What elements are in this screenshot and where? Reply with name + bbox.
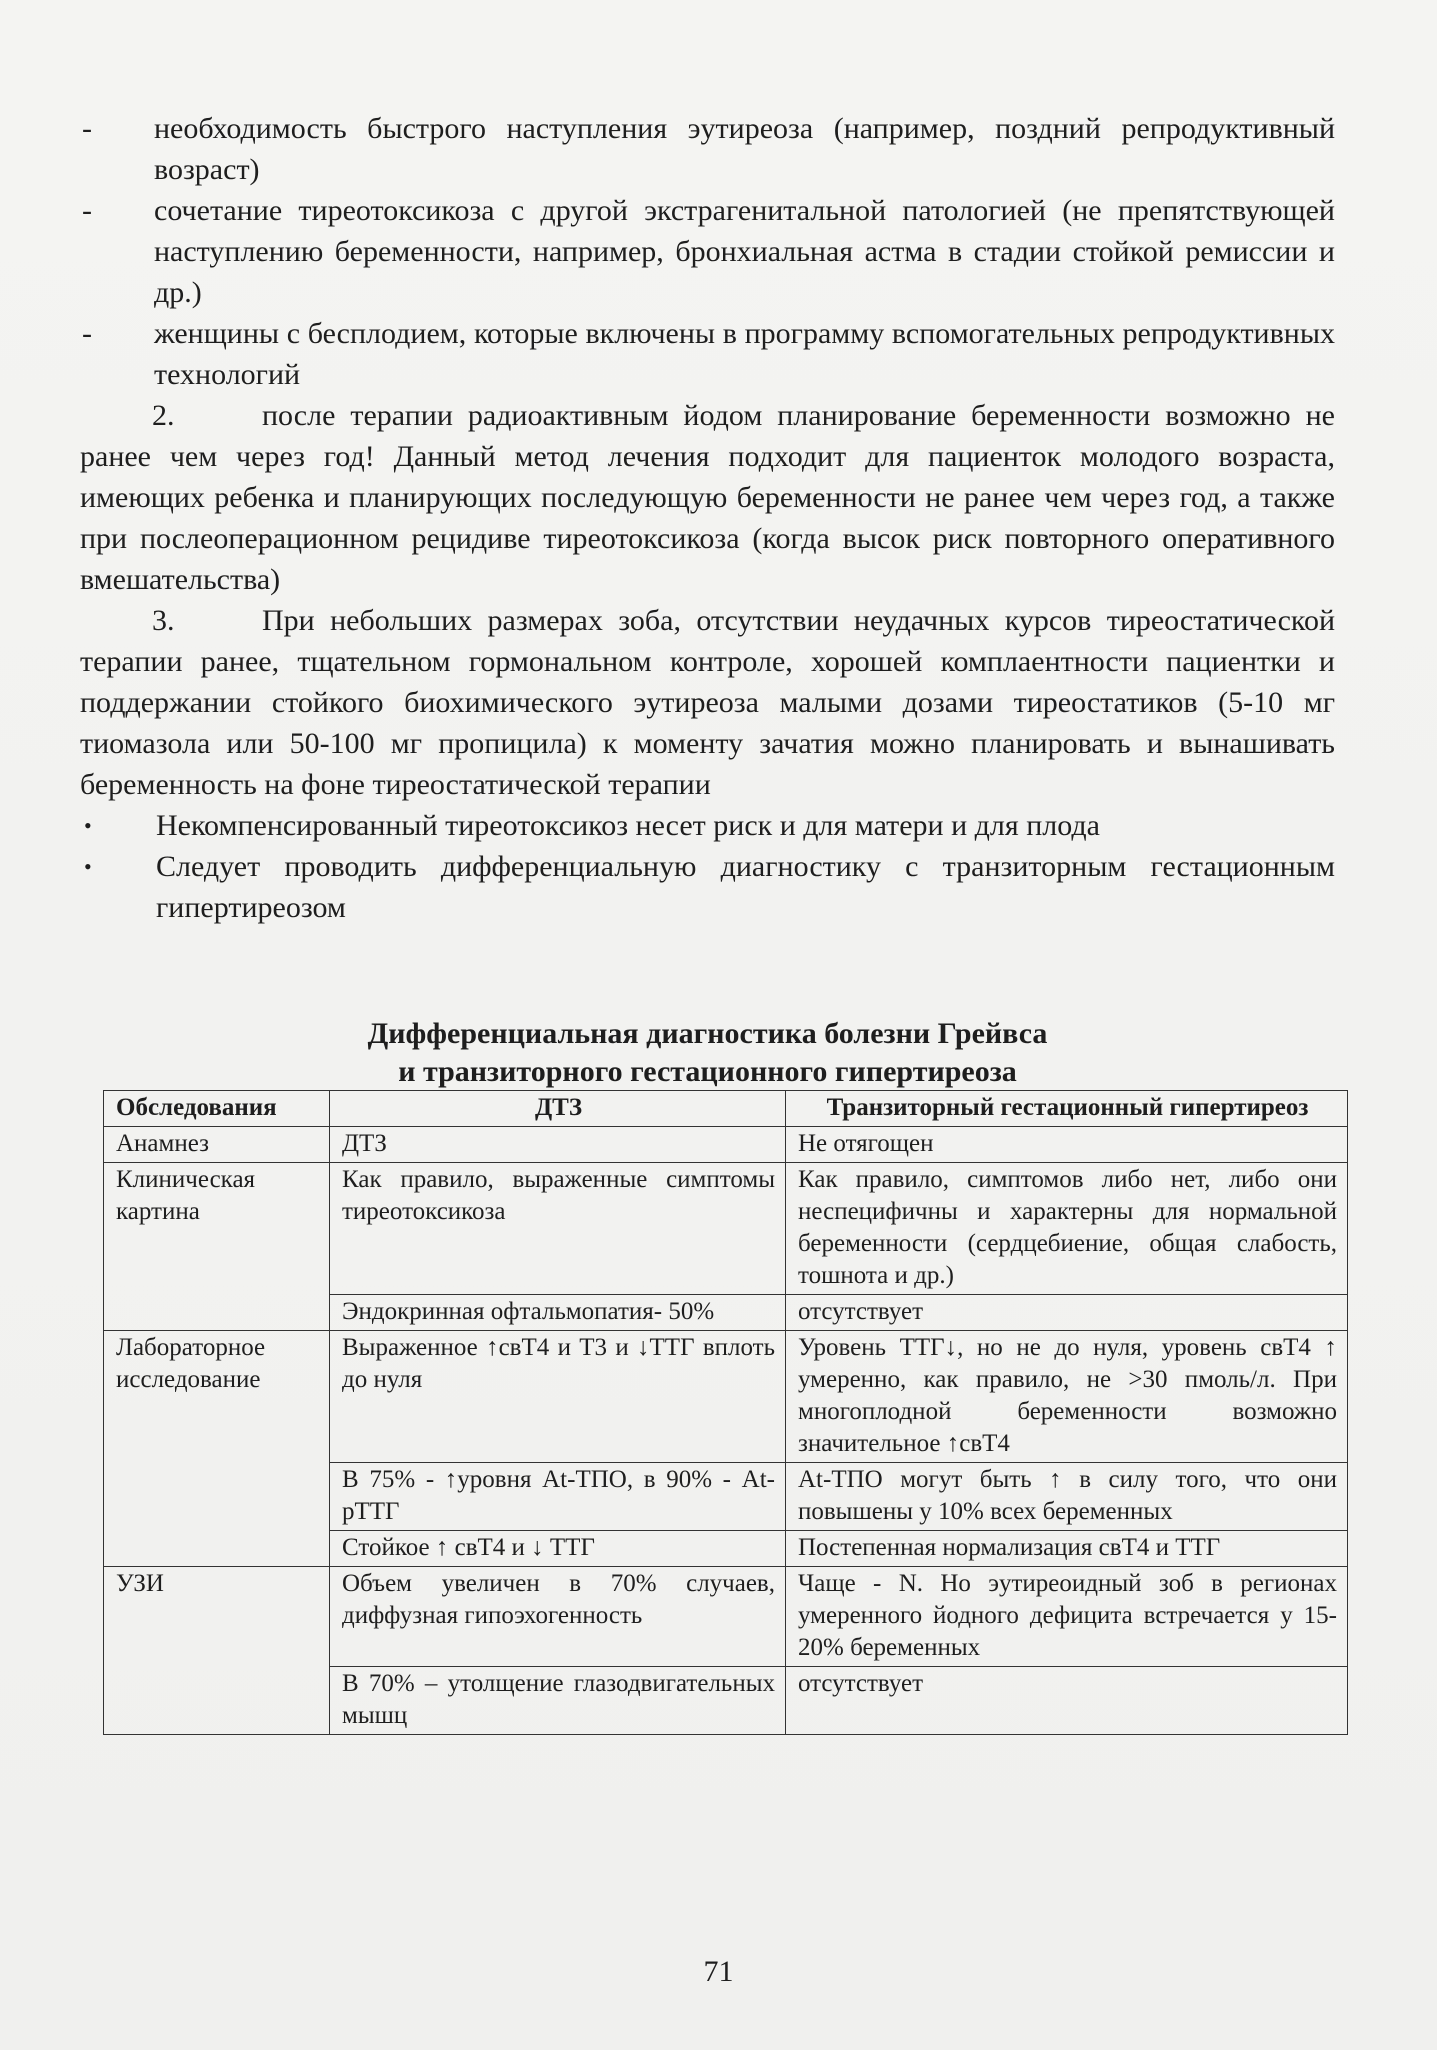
paragraph-number: 3.: [152, 604, 175, 637]
differential-diagnosis-table: [103, 1090, 1348, 1735]
table-cell: Постепенная нормализация свТ4 и ТТГ: [786, 1531, 1348, 1567]
table-row: [104, 1127, 1348, 1163]
column-header: ДТЗ: [330, 1091, 786, 1127]
list-item: [80, 313, 1335, 395]
table-cell: Объем увеличен в 70% случаев, диффузная гипоэхогенность: [330, 1567, 786, 1667]
list-item: [80, 190, 1335, 313]
table-cell: Эндокринная офтальмопатия- 50%: [330, 1295, 786, 1331]
table-title: [80, 1015, 1335, 1091]
row-label: Клиническая картина: [104, 1163, 330, 1331]
bullet-text: Следует проводить дифференциальную диагностику с транзиторным гестационным гипертиреозом: [156, 850, 1335, 924]
bullet-icon: •: [84, 813, 92, 838]
numbered-paragraph: [80, 395, 1335, 600]
paragraph-text: после терапии радиоактивным йодом планирование беременности возможно не ранее чем через год! Данный метод лечения подходит для пациенток молодого возраста, имеющих ребенка и планирующих последующую беременности не ранее чем через год, а также при послеоперационном рецидиве тиреотоксикоза (когда высок риск повторного оперативного вмешательства): [80, 399, 1335, 596]
bullet-item: [80, 805, 1335, 846]
column-header: Обследования: [104, 1091, 330, 1127]
body-text: [80, 108, 1335, 928]
column-header: Транзиторный гестационный гипертиреоз: [786, 1091, 1348, 1127]
table-cell: В 75% - ↑уровня At-ТПО, в 90% - At-рТТГ: [330, 1463, 786, 1531]
table-cell: В 70% – утолщение глазодвигательных мышц: [330, 1667, 786, 1735]
table-cell: Выраженное ↑свТ4 и Т3 и ↓ТТГ вплоть до нуля: [330, 1331, 786, 1463]
paragraph-text: При небольших размерах зоба, отсутствии неудачных курсов тиреостатической терапии ранее, тщательном гормональном контроле, хорошей комплаентности пациентки и поддержании стойкого биохимического эутиреоза малыми дозами тиреостатиков (5-10 мг тиомазола или 50-100 мг пропицила) к моменту зачатия можно планировать и вынашивать беременность на фоне тиреостатической терапии: [80, 604, 1335, 801]
table-cell: Уровень ТТГ↓, но не до нуля, уровень свТ4 ↑ умеренно, как правило, не >30 пмоль/л. При многоплодной беременности возможно значительное ↑свТ4: [786, 1331, 1348, 1463]
row-label: Лабораторное исследование: [104, 1331, 330, 1567]
row-label: УЗИ: [104, 1567, 330, 1735]
table-title-line: Дифференциальная диагностика болезни Грейвса: [367, 1017, 1048, 1050]
dash-marker: -: [82, 317, 92, 350]
dash-marker: -: [82, 194, 92, 227]
dash-marker: -: [82, 112, 92, 145]
bullet-icon: •: [84, 854, 92, 879]
table-header-row: [104, 1091, 1348, 1127]
table-row: [104, 1567, 1348, 1667]
table-cell: Как правило, симптомов либо нет, либо они неспецифичны и характерны для нормальной беременности (сердцебиение, общая слабость, тошнота и др.): [786, 1163, 1348, 1295]
table-cell: At-ТПО могут быть ↑ в силу того, что они повышены у 10% всех беременных: [786, 1463, 1348, 1531]
bullet-text: Некомпенсированный тиреотоксикоз несет риск и для матери и для плода: [156, 809, 1100, 842]
list-item-text: женщины с бесплодием, которые включены в программу вспомогательных репродуктивных технологий: [154, 317, 1335, 391]
page-number: 71: [703, 1955, 734, 1988]
table-row: [104, 1163, 1348, 1295]
list-item-text: сочетание тиреотоксикоза с другой экстрагенитальной патологией (не препятствующей наступлению беременности, например, бронхиальная астма в стадии стойкой ремиссии и др.): [154, 194, 1335, 309]
table-row: [104, 1331, 1348, 1463]
row-label: Анамнез: [104, 1127, 330, 1163]
table-cell: отсутствует: [786, 1295, 1348, 1331]
list-item-text: необходимость быстрого наступления эутиреоза (например, поздний репродуктивный возраст): [154, 112, 1335, 186]
table-cell: Не отягощен: [786, 1127, 1348, 1163]
table-title-line: и транзиторного гестационного гипертиреоза: [398, 1055, 1017, 1088]
table-cell: Чаще - N. Но эутиреоидный зоб в регионах умеренного йодного дефицита встречается у 15-20% беременных: [786, 1567, 1348, 1667]
table-cell: Как правило, выраженные симптомы тиреотоксикоза: [330, 1163, 786, 1295]
numbered-paragraph: [80, 600, 1335, 805]
table-cell: Стойкое ↑ свТ4 и ↓ ТТГ: [330, 1531, 786, 1567]
table-cell: отсутствует: [786, 1667, 1348, 1735]
paragraph-number: 2.: [152, 399, 175, 432]
bullet-item: [80, 846, 1335, 928]
list-item: [80, 108, 1335, 190]
table-cell: ДТЗ: [330, 1127, 786, 1163]
